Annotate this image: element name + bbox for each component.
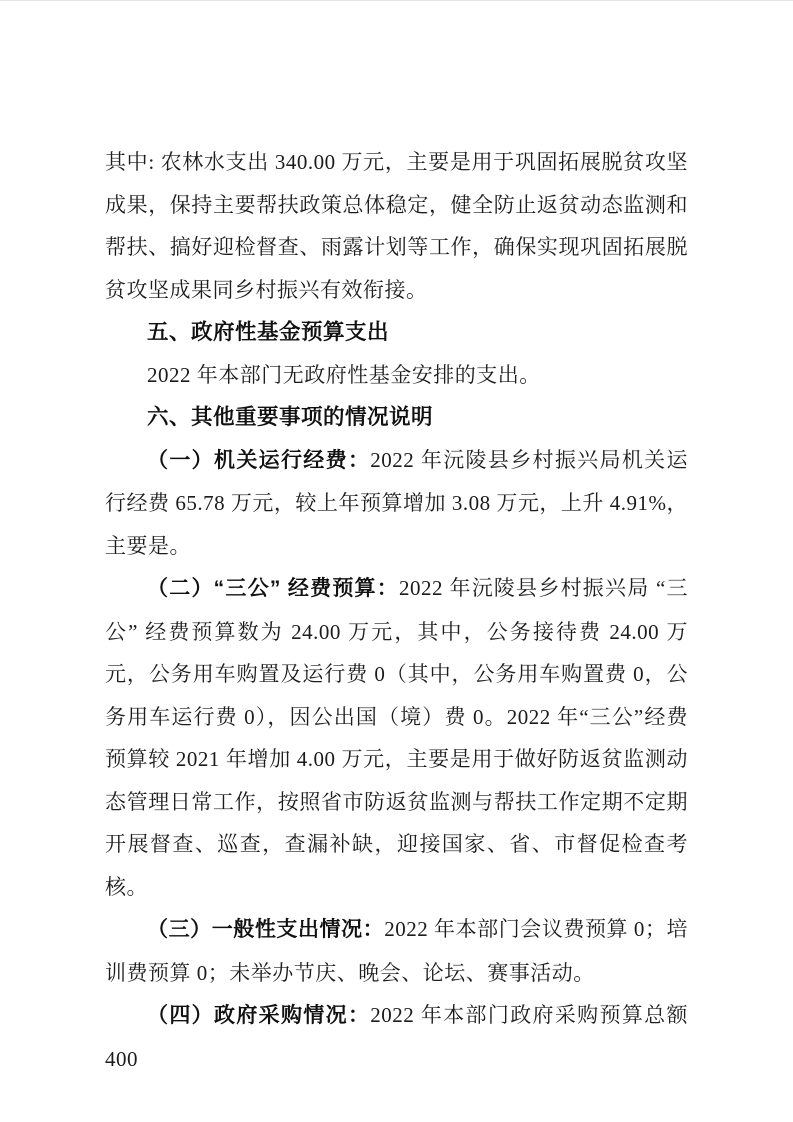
item1-lead-label: （一）机关运行经费： <box>147 448 371 472</box>
page-top-border <box>0 0 793 1</box>
item4-lead-label: （四）政府采购情况： <box>147 1004 371 1027</box>
paragraph-no-gov-fund-expenditure: 2022 年本部门无政府性基金安排的支出。 <box>147 362 541 387</box>
heading-section-5-gov-fund-budget: 五、政府性基金预算支出 <box>147 320 390 344</box>
paragraph-item3-general-expenditure <box>105 908 688 994</box>
item3-body-text: 2022 年本部门会议费预算 0；培训费预算 0；未举办节庆、晚会、论坛、赛事活动。 <box>105 917 689 985</box>
item2-lead-label: （二）“三公” 经费预算： <box>147 577 399 600</box>
item2-body-text: 2022 年沅陵县乡村振兴局 “三公” 经费预算数为 24.00 万元，其中，公务接待费 24.00 万元，公务用车购置及运行费 0（其中，公务用车购置费 0，公务用车运行费 0），因公出国（境）费 0。2022 年“三公”经费预算较 2021 年增加 4.00 万元，主要是用于做好防返贫监测动态管理日常工作，按照省市防返贫监测与帮扶工作定期不定期开展督查、巡查，查漏补缺，迎接国家、省、市督促检查考核。 <box>105 576 688 899</box>
item4-body-text: 2022 年本部门政府采购预算总额 400 <box>105 1003 689 1071</box>
heading-section-6-other-important-matters: 六、其他重要事项的情况说明 <box>147 405 434 429</box>
paragraph-item4-gov-procurement <box>105 994 688 1080</box>
item3-lead-label: （三）一般性支出情况： <box>147 918 385 941</box>
item1-body-text: 2022 年沅陵县乡村振兴局机关运行经费 65.78 万元，较上年预算增加 3.08 万元，上升 4.91%，主要是。 <box>105 447 689 558</box>
paragraph-agriculture-expenditure: 其中: 农林水支出 340.00 万元，主要是用于巩固拓展脱贫攻坚成果，保持主要帮扶政策总体稳定，健全防止返贫动态监测和帮扶、搞好迎检督查、雨露计划等工作，确保实现巩固拓展脱贫攻坚成果同乡村振兴有效衔接。 <box>105 150 688 302</box>
paragraph-item2-three-public-budget <box>105 567 688 908</box>
document-content <box>105 141 688 1080</box>
paragraph-item1-operating-expense <box>105 439 688 568</box>
